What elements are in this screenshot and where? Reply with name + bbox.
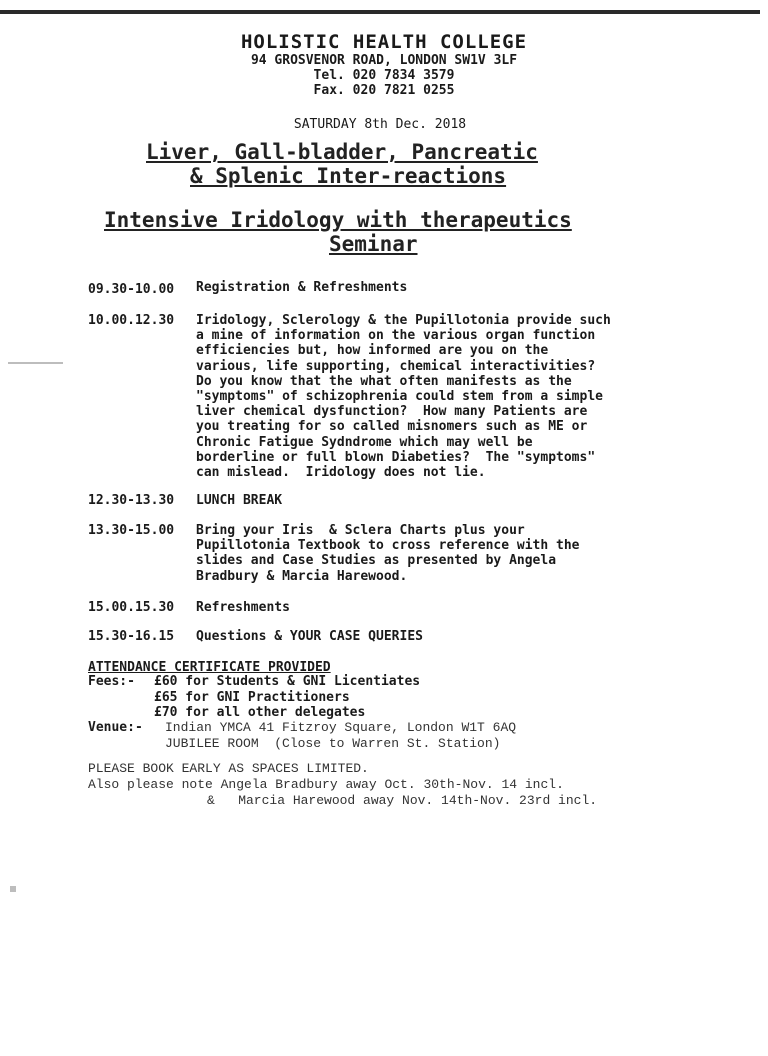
event-date: SATURDAY 8th Dec. 2018 — [293, 117, 467, 132]
schedule-description: Iridology, Sclerology & the Pupillotonia provide such a mine of information on the various organ function efficiencies but, how informed are you on the various, life supporting, chemical interactivities? Do you know that the what often manifests as the "symptoms" of schizophrenia could stem from a simple liver chemical dysfunction? How many Patients are you treating for so called misnomers such as ME or Chronic Fatigue Sydndrome which may well be borderline or full blown Diabeties? The "symptoms" can mislead. Iridology does not lie. — [196, 313, 611, 481]
venue-room: JUBILEE ROOM (Close to Warren St. Station) — [165, 736, 501, 751]
title-line-3: Intensive Iridology with therapeutics — [104, 208, 572, 232]
fee-practitioners: £65 for GNI Practitioners — [154, 690, 350, 705]
fee-students: £60 for Students & GNI Licentiates — [154, 674, 421, 689]
schedule-time: 10.00.12.30 — [88, 313, 175, 328]
schedule-time: 13.30-15.00 — [88, 523, 175, 538]
schedule-text: Questions & YOUR CASE QUERIES — [196, 629, 423, 644]
college-tel: Tel. 020 7834 3579 — [313, 68, 455, 83]
venue-label: Venue:- — [88, 720, 143, 735]
scan-top-border — [0, 10, 760, 14]
schedule-text: Refreshments — [196, 600, 290, 615]
away-note-1: Also please note Angela Bradbury away Oct. 30th-Nov. 14 incl. — [88, 777, 564, 792]
scan-speck — [10, 886, 16, 892]
schedule-text: LUNCH BREAK — [196, 493, 283, 508]
schedule-time: 15.00.15.30 — [88, 600, 175, 615]
title-line-2: & Splenic Inter-reactions — [190, 164, 507, 188]
fee-delegates: £70 for all other delegates — [154, 705, 366, 720]
schedule-time: 15.30-16.15 — [88, 629, 175, 644]
title-line-1: Liver, Gall-bladder, Pancreatic — [146, 140, 538, 164]
scan-speck — [8, 362, 63, 364]
fees-label: Fees:- — [88, 674, 135, 689]
booking-notice: PLEASE BOOK EARLY AS SPACES LIMITED. — [88, 761, 369, 776]
schedule-text: Registration & Refreshments — [196, 280, 408, 295]
schedule-time: 09.30-10.00 — [88, 282, 175, 297]
away-note-2: & Marcia Harewood away Nov. 14th-Nov. 23rd incl. — [207, 793, 598, 808]
college-name: HOLISTIC HEALTH COLLEGE — [240, 31, 528, 53]
schedule-time: 12.30-13.30 — [88, 493, 175, 508]
college-fax: Fax. 020 7821 0255 — [313, 83, 455, 98]
title-line-4: Seminar — [329, 232, 418, 256]
venue-address: Indian YMCA 41 Fitzroy Square, London W1T 6AQ — [165, 720, 517, 735]
college-address: 94 GROSVENOR ROAD, LONDON SW1V 3LF — [250, 53, 518, 68]
schedule-description: Bring your Iris & Sclera Charts plus your Pupillotonia Textbook to cross reference with the slides and Case Studies as presented by Angela Bradbury & Marcia Harewood. — [196, 523, 580, 584]
certificate-notice: ATTENDANCE CERTIFICATE PROVIDED — [88, 660, 331, 675]
